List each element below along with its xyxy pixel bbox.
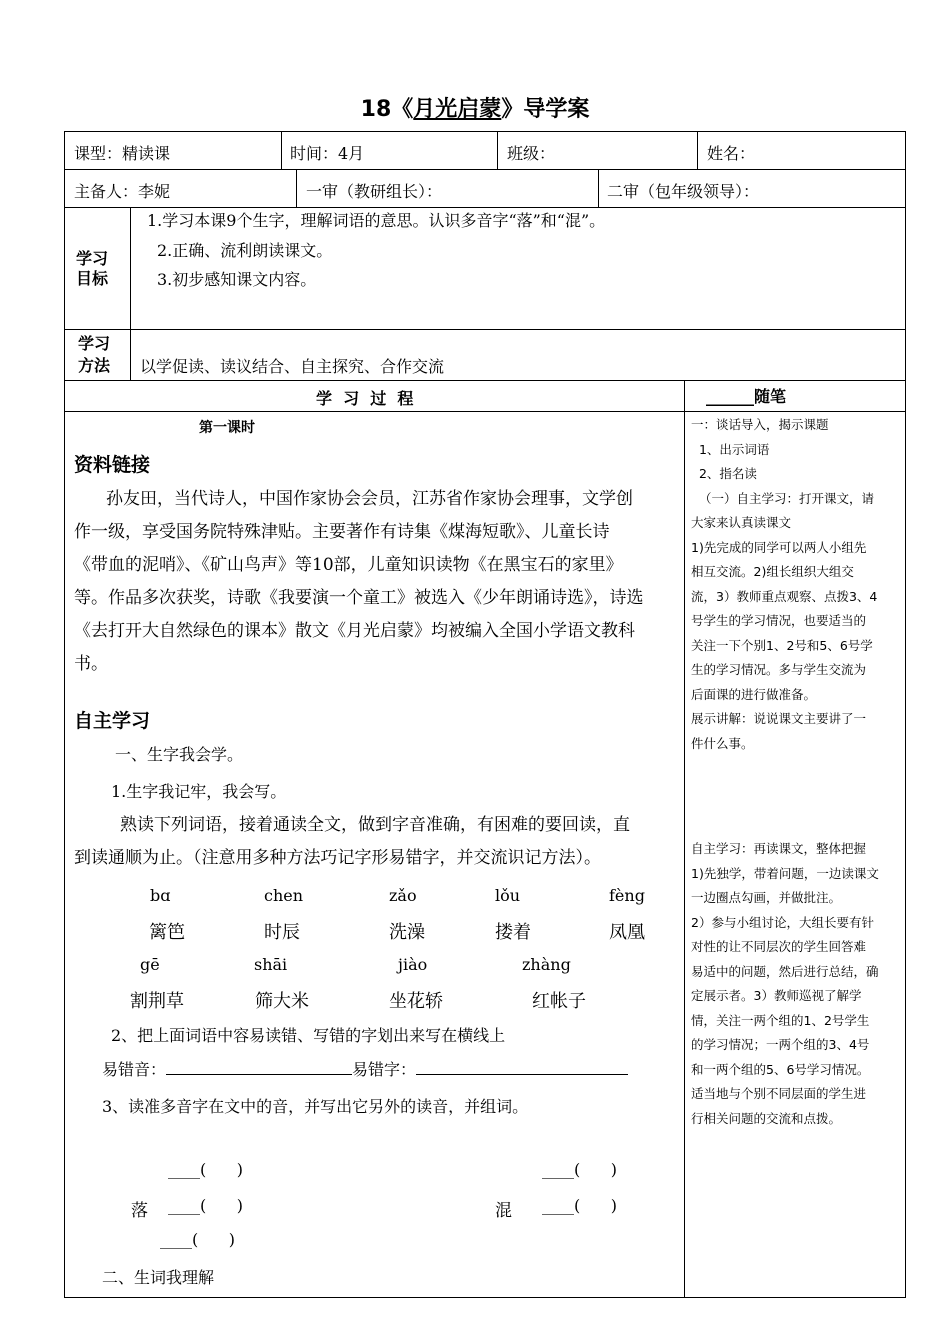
review1-field: 一审（教研组长）： <box>306 182 443 201</box>
easy-shape-label: 易错字： <box>352 1060 417 1079</box>
vocab-word: 筛大米 <box>255 991 309 1012</box>
pinyin: lǒu <box>495 886 521 905</box>
vocab-word: 篱笆 <box>149 922 185 943</box>
sub-task-1: 1.生字我记牢，我会写。 <box>111 782 287 801</box>
vocab-word: 割荆草 <box>130 991 184 1012</box>
note-line: 件什么事。 <box>691 735 754 751</box>
task-2: 2、把上面词语中容易读错、写错的字划出来写在横线上 <box>111 1026 506 1045</box>
pinyin: chen <box>264 886 304 905</box>
vocab-word: 搂着 <box>495 922 531 943</box>
goals-label-line1: 学习 <box>76 249 109 268</box>
note-line: 的学习情况；一两个组的3、4号 <box>691 1037 870 1052</box>
note-line: 和一两个组的5、6号学习情况。 <box>691 1061 870 1077</box>
title-prefix: 18《 <box>360 97 414 122</box>
notes-block-1 <box>691 413 901 756</box>
vocab-word: 红帐子 <box>532 991 586 1012</box>
note-line: 相互交流。2)组长组织大组交 <box>691 564 854 579</box>
notes-header-blank: ______ <box>706 387 754 406</box>
note-line: 适当地与个别不同层面的学生进 <box>691 1086 867 1101</box>
instr-line: 到读通顺为止。（注意用多种方法巧记字形易错字，并交流识记方法）。 <box>74 848 601 868</box>
part-one-heading: 一、生字我会学。 <box>115 745 244 764</box>
pinyin: gē <box>140 955 160 974</box>
name-field: 姓名： <box>707 144 756 163</box>
vocab-word: 凤凰 <box>609 922 645 943</box>
bio-line: 《去打开大自然绿色的课本》散文《月光启蒙》均被编入全国小学语文教科 <box>74 621 635 641</box>
note-line: 一边圈点勾画，并做批注。 <box>691 890 842 905</box>
part-two-heading: 二、生词我理解 <box>102 1268 215 1287</box>
review2-field: 二审（包年级领导）： <box>607 182 760 201</box>
vocab-word: 时辰 <box>264 922 300 943</box>
page-title <box>0 92 950 123</box>
easy-sound-label: 易错音： <box>102 1060 167 1079</box>
note-line: 情，关注一两个组的1、2号学生 <box>691 1012 870 1028</box>
char-luo: 落 <box>131 1201 148 1221</box>
bio-line: 等。作品多次获奖，诗歌《我要演一个童工》被选入《少年朗诵诗选》，诗选 <box>74 588 644 608</box>
hun-blank-2[interactable]: ____( ) <box>542 1196 617 1215</box>
note-line: 号学生的学习情况，也要适当的 <box>691 613 867 628</box>
bio-line: 孙友田，当代诗人，中国作家协会会员，江苏省作家协会理事，文学创 <box>106 489 633 509</box>
easy-sound-blank[interactable] <box>166 1074 352 1075</box>
note-line: 展示讲解：说说课文主要讲了一 <box>691 711 867 726</box>
section-heading-self-study: 自主学习 <box>74 710 151 732</box>
pinyin: bɑ <box>150 886 171 905</box>
vocab-word: 洗澡 <box>389 922 425 943</box>
title-suffix: 》导学案 <box>501 97 590 122</box>
preparer-field: 主备人：李妮 <box>74 182 171 201</box>
section-heading-resources: 资料链接 <box>74 454 151 476</box>
goal-item-3: 3.初步感知课文内容。 <box>157 270 317 289</box>
note-line: 行相关问题的交流和点拨。 <box>691 1110 842 1126</box>
notes-header <box>706 384 786 407</box>
author-bio <box>74 483 678 681</box>
reading-instructions <box>74 809 678 875</box>
note-line: 1)先完成的同学可以两人小组先 <box>691 539 867 555</box>
easy-shape-blank[interactable] <box>416 1074 628 1075</box>
note-line: （一）自主学习：打开课文，请 <box>691 490 874 506</box>
luo-blank-2[interactable]: ____( ) <box>168 1196 243 1215</box>
easy-sound-row <box>102 1057 628 1080</box>
lesson-label: 第一课时 <box>199 420 255 436</box>
pinyin: jiào <box>398 955 428 974</box>
time-field: 时间：4月 <box>290 144 365 163</box>
method-label <box>78 333 110 377</box>
note-line: 关注一下个别1、2号和5、6号学 <box>691 637 873 653</box>
pinyin: zhàng <box>522 955 571 974</box>
goals-label <box>76 249 108 289</box>
task-3: 3、读准多音字在文中的音，并写出它另外的读音，并组词。 <box>102 1097 529 1116</box>
note-line: 一：谈话导入，揭示课题 <box>691 417 829 432</box>
class-field: 班级： <box>507 144 556 163</box>
note-line: 后面课的进行做准备。 <box>691 686 817 702</box>
note-line: 对性的让不同层次的学生回答难 <box>691 939 867 954</box>
note-line: 自主学习：再读课文，整体把握 <box>691 841 867 856</box>
pinyin: zǎo <box>389 886 417 905</box>
vocab-word: 坐花轿 <box>389 991 443 1012</box>
goals-label-line2: 目标 <box>76 269 109 288</box>
hun-blank-1[interactable]: ____( ) <box>542 1160 617 1179</box>
bio-line: 作一级，享受国务院特殊津贴。主要著作有诗集《煤海短歌》、儿童长诗 <box>74 522 610 542</box>
note-line: 2）参与小组讨论，大组长要有针 <box>691 914 874 930</box>
instr-line: 熟读下列词语，接着通读全文，做到字音准确，有困难的要回读，直 <box>120 815 630 835</box>
note-line: 1、出示词语 <box>691 441 770 457</box>
char-hun: 混 <box>495 1201 512 1221</box>
title-lesson: 月光启蒙 <box>413 97 502 122</box>
bio-line: 书。 <box>74 654 108 674</box>
process-header: 学 习 过 程 <box>316 389 414 408</box>
bio-line: 《带血的泥哨》、《矿山鸟声》等10部，儿童知识读物《在黑宝石的家里》 <box>74 555 623 575</box>
note-line: 2、指名读 <box>691 466 757 481</box>
method-text: 以学促读、读议结合、自主探究、合作交流 <box>140 357 445 376</box>
pinyin: shāi <box>254 955 288 974</box>
course-type: 课型：精读课 <box>74 144 171 163</box>
method-label-line1: 学习 <box>78 334 111 353</box>
goal-item-1: 1.学习本课9个生字，理解词语的意思。认识多音字“落”和“混”。 <box>147 211 606 230</box>
pinyin: fèng <box>609 886 645 905</box>
note-line: 大家来认真读课文 <box>691 515 792 530</box>
luo-blank-1[interactable]: ____( ) <box>168 1160 243 1179</box>
note-line: 易适中的问题，然后进行总结，确 <box>691 963 879 979</box>
note-line: 1)先独学，带着问题，一边读课文 <box>691 865 879 881</box>
notes-header-label: 随笔 <box>754 387 787 406</box>
notes-block-2 <box>691 837 901 1131</box>
luo-blank-3[interactable]: ____( ) <box>160 1230 235 1249</box>
note-line: 定展示者。3）教师巡视了解学 <box>691 988 862 1003</box>
note-line: 生的学习情况。多与学生交流为 <box>691 662 867 677</box>
method-label-line2: 方法 <box>78 356 111 375</box>
goal-item-2: 2.正确、流利朗读课文。 <box>157 241 333 260</box>
note-line: 流，3）教师重点观察、点拨3、4 <box>691 588 878 604</box>
